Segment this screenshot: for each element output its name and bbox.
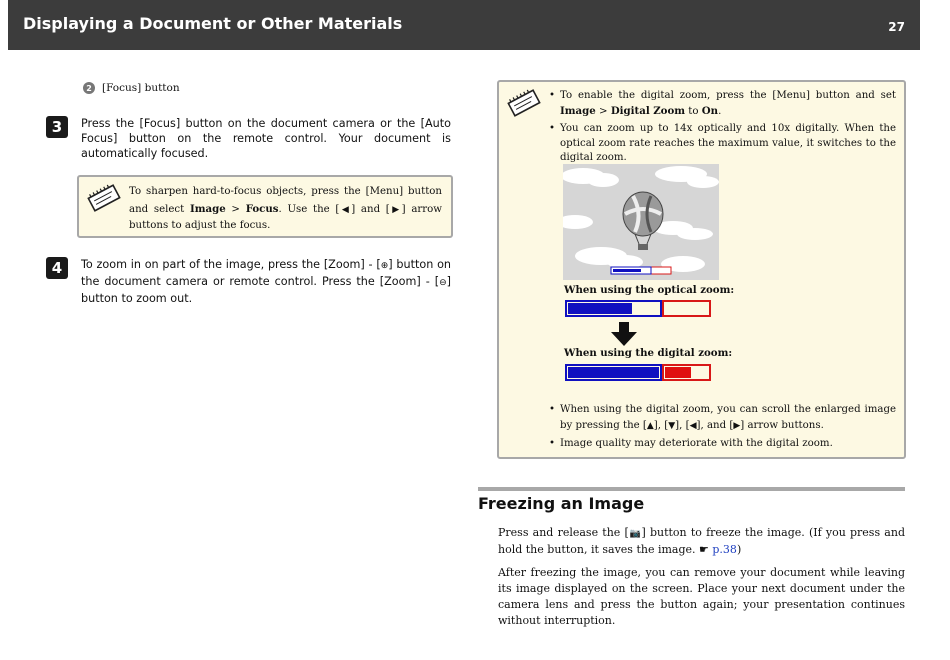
note-icon [87,183,121,213]
page-number: 27 [888,20,905,34]
down-arrow-icon: ▼ [668,421,676,431]
left-arrow-icon: ◀ [689,421,697,431]
zoom-in-icon: ⊕ [380,261,389,271]
digital-range-box [662,300,711,317]
digital-zoom-bar [565,364,711,381]
digital-zoom-fill [665,367,691,378]
note-text-part: ] arrow buttons. [740,420,824,431]
callout-label: [Focus] button [102,82,180,94]
right-arrow-icon: ▶ [389,204,402,215]
callout-number: 2 [83,82,95,94]
menu-focus-label: Focus [245,202,279,215]
list-item: • You can zoom up to 14x optically and 10x digitally. When the optical zoom rate reaches the maximum value, it switches to the digital zoom. [549,122,896,166]
section-divider [478,487,905,491]
balloon-illustration [563,164,719,280]
zoom-note-list-bottom [549,402,896,455]
freeze-paragraph-2: After freezing the image, you can remove your document while leaving its image displayed on the screen. Place your next document under the camera lens and press the button again; your presentation continues without interruption. [498,566,905,627]
page-38-link[interactable]: p.38 [712,543,737,556]
right-arrow-icon: ▶ [733,421,741,431]
focus-button-callout [83,82,180,94]
menu-digital-zoom-label: Digital Zoom [610,104,686,117]
optical-zoom-label: When using the optical zoom: [564,284,735,296]
list-item [549,402,896,434]
focus-note [77,175,453,238]
camera-icon: 📷 [628,529,642,539]
note-text-part: ], and [ [696,420,734,431]
optical-zoom-fill [568,303,632,314]
para-text-part: ) [736,543,742,556]
note-text-part: To sharpen hard-to-focus objects, press the [Menu] button and select [129,186,442,215]
pointer-hand-icon: ☛ [699,543,709,556]
menu-separator: > [231,203,240,215]
optical-zoom-fill-full [568,367,659,378]
note-text-part: . Use the [ [278,203,340,215]
menu-image-label: Image [560,104,596,117]
step-3-text: Press the [Focus] button on the document camera or the [Auto Focus] button on the remote control. Your document is automatically focused. [81,117,451,160]
note-text-part: ] and [ [351,203,390,215]
step-text-part: To zoom in on part of the image, press the [Zoom] - [ [81,258,381,271]
note-text-part: ] arrow buttons to adjust the focus. [129,203,442,231]
note-text-part: ], [ [653,420,669,431]
page-header [8,0,920,50]
freeze-paragraph-1 [498,525,905,558]
step-text-part: ] button to zoom out. [81,275,451,305]
note-text-part: to [688,105,699,117]
up-arrow-icon: ▲ [646,421,654,431]
balloon-illustration-svg [563,164,719,280]
optical-zoom-bar [565,300,711,317]
digital-zoom-label: When using the digital zoom: [564,347,733,359]
menu-separator: > [599,105,608,117]
focus-note-text [129,184,442,235]
step-text-part: ] button on the document camera or remote control. Press the [Zoom] - [ [81,258,452,288]
para-text-part: ] button to freeze the image. (If you press and hold the button, it saves the image. [498,526,905,556]
section-title-freezing: Freezing an Image [478,494,645,513]
step-4-text [81,257,451,306]
note-icon [507,88,541,118]
menu-on-label: On [701,104,719,117]
down-arrow-icon [611,322,637,346]
list-item: • Image quality may deteriorate with the digital zoom. [549,437,896,452]
page-title: Displaying a Document or Other Materials [23,14,403,33]
zoom-note [497,80,906,459]
note-text-part: When using the digital zoom, you can scroll the enlarged image by pressing the [ [560,404,896,431]
note-text-part: . [718,105,722,117]
note-text-part: ], [ [675,420,690,431]
note-text-part: To enable the digital zoom, press the [Menu] button and set [560,90,896,101]
para-text-part: Press and release the [ [498,526,629,539]
step-number-3: 3 [46,116,68,138]
left-arrow-icon: ◀ [339,204,352,215]
step-number-4: 4 [46,257,68,279]
menu-image-label: Image [189,202,226,215]
zoom-note-list-top [549,89,896,169]
list-item [549,89,896,119]
zoom-out-icon: ⊖ [439,278,447,288]
